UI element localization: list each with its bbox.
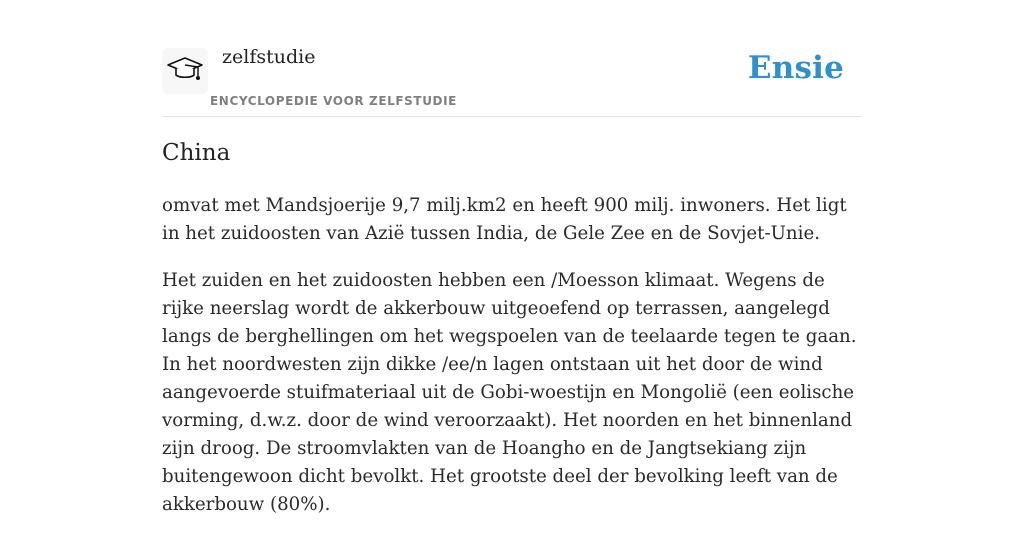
- article-paragraph: Het zuiden en het zuidoosten hebben een /Moesson klimaat. Wegens de rijke neerslag wordt de akkerbouw uitgeoefend op terrassen, aangelegd langs de berghellingen om het wegspoelen van de teelaarde tegen te gaan. In het noordwesten zijn dikke /ee/n lagen ontstaan uit het door de wind aangevoerde stuifmateriaal uit de Gobi-woestijn en Mongolië (een eolische vorming, d.w.z. door de wind veroorzaakt). Het noorden en het binnenland zijn droog. De stroomvlakten van de Hoangho en de Jangtsekiang zijn buitengewoon dicht bevolkt. Het grootste deel der bevolking leeft van de akkerbouw (80%).: [162, 270, 857, 515]
- article-body: [162, 192, 862, 538]
- graduation-cap-icon: [166, 54, 204, 88]
- article-title: China: [162, 140, 231, 166]
- site-logo-link[interactable]: [162, 48, 208, 94]
- article-paragraph: omvat met Mandsjoerije 9,7 milj.km2 en heeft 900 milj. inwoners. Het ligt in het zuidoosten van Azië tussen India, de Gele Zee en de Sovjet-Unie.: [162, 195, 847, 244]
- brand-logo-link[interactable]: Ensie: [747, 50, 844, 86]
- site-header: [162, 0, 862, 117]
- site-name-link[interactable]: zelfstudie: [222, 46, 316, 68]
- page: [162, 0, 862, 515]
- site-tagline: ENCYCLOPEDIE VOOR ZELFSTUDIE: [210, 94, 457, 108]
